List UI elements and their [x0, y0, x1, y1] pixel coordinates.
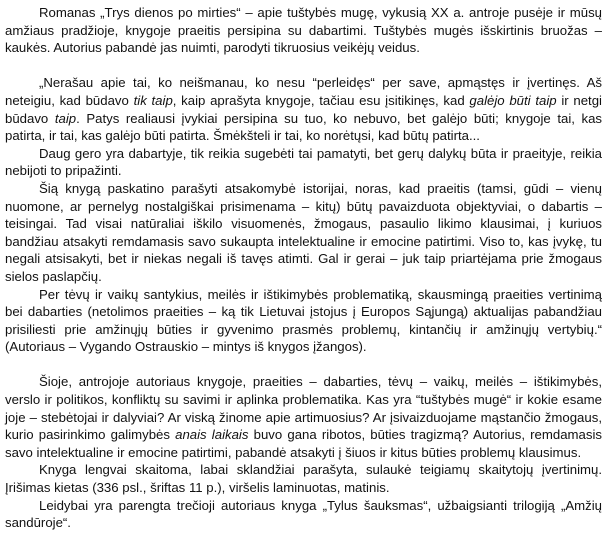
paragraph-themes: Per tėvų ir vaikų santykius, meilės ir ištikimybės problematiką, skausmingą praeities vertinimą bei dabarties (netolimos praeities – ką tik Lietuvai įstojus į Europos Sąjungą) aktualijas pabandžiau prisiliesti prie amžinųjų būties ir gyvenimo prasmės problemų, kintančių ir amžinųjų vertybių.“ (Autoriaus – Vygando Ostrauskio – mintys iš knygos įžangos). — [5, 286, 602, 355]
text-run: „Nerašau apie tai, ko neišmanau, ko nesu “perleidęs“ per save, apmąstęs ir įvertinęs. Aš neteigiu, kad būdavo — [5, 75, 602, 108]
text-run: Šioje, antrojoje autoriaus knygoje, praeities – dabarties, tėvų – vaikų, meilės – ištikimybės, verslo ir politikos, konfliktų su savimi ir aplinka problematika. Kas yra “tuštybės mugė“ ir kokie esame joje – stebėtojai ir dalyviai? Ar viską žinome apie artimuosius? Ar įsivaizduojame mąstančio žmogaus, kurio pasirinkimo galimybės — [5, 374, 602, 443]
italic-run: anais laikais — [175, 427, 249, 443]
paragraph-motivation: Šią knygą paskatino parašyti atsakomybė istorijai, noras, kad praeitis (tamsi, gūdi – vienų nuomone, ar pernelyg nostalgiškai prisimenama – kitų) būtų pavaizduota objektyviai, o dabartis – teisingai. Tad visai natūraliai iškilo visuomenės, žmogaus, pasaulio likimo klausimai, į kuriuos bandžiau atsakyti remdamasis savo sukaupta intelektualine ir emocine patirtimi. Viso to, kas įvykę, tu negali atsisakyti, bet ir niekas negali iš tavęs atimti. Gal ir gerai – juk taip priartėjama prie žmogaus sielos paslapčių. — [5, 180, 602, 284]
text-run: . Patys realiausi įvykiai persipina su tuo, ko nebuvo, bet galėjo būti; knygoje tai, kas patirta, ir tai, kas galėjo būti patirta. Šmėkšteli ir tai, ko norėtųsi, kad būtų patirta... — [5, 110, 603, 144]
italic-run: tik taip — [133, 92, 173, 108]
paragraph-present: Daug gero yra dabartyje, tik reikia sugebėti tai pamatyti, bet gerų dalykų būta ir praeityje, reikia nebijoti to pripažinti. — [5, 145, 602, 179]
text-run: ir netgi būdavo — [5, 92, 602, 126]
paragraph-quote-start — [5, 74, 602, 144]
paragraph-book-details: Knyga lengvai skaitoma, labai sklandžiai parašyta, sulaukė teigiamų skaitytojų įvertinimų. Įrišimas kietas (336 psl., šriftas 11 p.), viršelis laminuotas, matinis. — [5, 462, 602, 496]
paragraph-intro: Romanas „Trys dienos po mirties“ – apie tuštybės mugę, vykusią XX a. antroje pusėje ir mūsų amžiaus pradžioje, knygoje praeitis persipina su dabartimi. Tuštybės mugės išskirtinis bruožas – kaukės. Autorius pabandė jas nuimti, parodyti tikruosius veikėjų veidus. — [5, 5, 602, 56]
paragraph-next-book: Leidybai yra parengta trečioji autoriaus knyga „Tylus šauksmas“, užbaigsianti trilogiją „Amžių sandūroje“. — [5, 497, 602, 531]
paragraph-spacer — [5, 57, 602, 75]
text-run: buvo gana ribotos, būties tragizmą? Autorius, remdamasis savo intelektualine ir emocine patirtimi, pabandė atsakyti į šiuos ir kitus būties problemų klausimus. — [5, 427, 602, 460]
text-run: , kaip aprašyta knygoje, tačiau esu įsitikinęs, kad — [172, 92, 470, 108]
italic-run: galėjo būti taip — [469, 92, 557, 108]
paragraph-summary — [5, 373, 602, 461]
document-body — [5, 4, 602, 532]
paragraph-spacer — [5, 356, 602, 374]
italic-run: taip — [54, 110, 77, 126]
